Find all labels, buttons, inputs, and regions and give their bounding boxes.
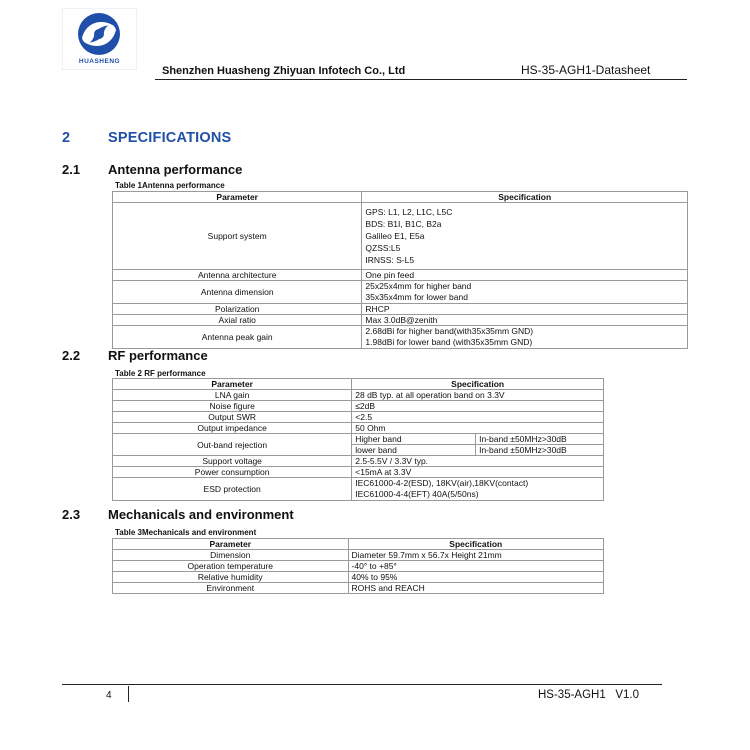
table-row [113,434,604,445]
column-header-parameter: Parameter [113,539,349,550]
table-row [113,304,688,315]
table-caption-mech: Table 3Mechanicals and environment [115,528,257,537]
spec-cell [362,281,688,304]
spec-cell [362,326,688,349]
param-cell: Support system [113,203,362,270]
footer-doc-version: HS-35-AGH1 V1.0 [538,689,639,701]
param-cell: Dimension [113,550,349,561]
spec-cell: RHCP [362,304,688,315]
spec-line: IEC61000-4-2(ESD), 18KV(air),18KV(contact) [355,478,529,488]
table-row [113,572,604,583]
param-cell: Relative humidity [113,572,349,583]
band-value-cell: In-band ±50MHz>30dB [476,445,604,456]
spec-cell: ROHS and REACH [348,583,603,594]
spec-line: IRNSS: S-L5 [365,255,415,265]
spec-cell: 40% to 95% [348,572,603,583]
subsection-number: 2.2 [62,348,81,363]
spec-line: 35x35x4mm for lower band [365,292,468,302]
subsection-number: 2.1 [62,162,81,177]
spec-line: IEC61000-4-4(EFT) 40A(5/50ns) [355,489,479,499]
table-row [113,326,688,349]
column-header-parameter: Parameter [113,192,362,203]
param-cell: Axial ratio [113,315,362,326]
spec-cell: Diameter 59.7mm x 56.7x Height 21mm [348,550,603,561]
spec-cell: Max 3.0dB@zenith [362,315,688,326]
band-value-cell: In-band ±50MHz>30dB [476,434,604,445]
param-cell: Noise figure [113,401,352,412]
table-row [113,550,604,561]
subsection-number: 2.3 [62,507,81,522]
subsection-title: RF performance [108,348,208,363]
table-header-row [113,539,604,550]
spec-line: GPS: L1, L2, L1C, L5C [365,207,453,217]
param-cell: Output impedance [113,423,352,434]
table-row [113,423,604,434]
param-cell: Polarization [113,304,362,315]
section-title: SPECIFICATIONS [108,130,232,146]
spec-cell [362,203,688,270]
table-row [113,401,604,412]
column-header-specification: Specification [362,192,688,203]
column-header-specification: Specification [352,379,604,390]
header-doc-title: HS-35-AGH1-Datasheet [521,63,651,77]
column-header-specification: Specification [348,539,603,550]
band-label-cell: Higher band [352,434,476,445]
subsection-title: Antenna performance [108,162,243,177]
column-header-parameter: Parameter [113,379,352,390]
spec-cell [352,478,604,501]
header-company: Shenzhen Huasheng Zhiyuan Infotech Co., Ltd [162,65,406,77]
spec-line: QZSS:L5 [365,243,401,253]
section-number: 2 [62,130,71,146]
table-row [113,583,604,594]
table-row [113,412,604,423]
table-row [113,561,604,572]
table-row [113,203,688,270]
spec-line: 25x25x4mm for higher band [365,281,472,291]
param-cell: Support voltage [113,456,352,467]
footer-divider [128,686,129,702]
table-row [113,456,604,467]
page-number: 4 [106,690,112,701]
table-row [113,281,688,304]
spec-cell: 28 dB typ. at all operation band on 3.3V [352,390,604,401]
subsection-heading-mech [62,507,294,522]
spec-line: 1.98dBi for lower band (with35x35mm GND) [365,337,533,347]
table-row [113,315,688,326]
spec-cell: <2.5 [352,412,604,423]
param-cell: Antenna architecture [113,270,362,281]
mechanicals-table [112,538,604,594]
spec-line: Galileo E1, E5a [365,231,425,241]
param-cell: Power consumption [113,467,352,478]
antenna-performance-table [112,191,688,349]
param-cell: Antenna dimension [113,281,362,304]
table-row [113,270,688,281]
param-cell: Output SWR [113,412,352,423]
param-cell: Antenna peak gain [113,326,362,349]
table-row [113,467,604,478]
table-header-row [113,379,604,390]
spec-cell: <15mA at 3.3V [352,467,604,478]
table-header-row [113,192,688,203]
table-caption-antenna: Table 1Antenna performance [115,181,225,190]
spec-line: 2.68dBi for higher band(with35x35mm GND) [365,326,534,336]
band-label-cell: lower band [352,445,476,456]
header-rule [155,79,687,80]
section-heading [62,130,231,146]
param-cell: Environment [113,583,349,594]
spec-cell: ≤2dB [352,401,604,412]
subsection-heading-rf [62,348,208,363]
spec-cell: 50 Ohm [352,423,604,434]
table-row [113,390,604,401]
spec-line: BDS: B1I, B1C, B2a [365,219,442,229]
subsection-title: Mechanicals and environment [108,507,294,522]
subsection-heading-antenna [62,162,242,177]
logo-text: HUASHENG [78,58,121,65]
table-row [113,478,604,501]
param-cell: ESD protection [113,478,352,501]
spec-cell: 2.5-5.5V / 3.3V typ. [352,456,604,467]
param-cell: LNA gain [113,390,352,401]
param-cell: Operation temperature [113,561,349,572]
spec-cell: -40° to +85° [348,561,603,572]
rf-performance-table [112,378,604,501]
spec-cell: One pin feed [362,270,688,281]
param-cell: Out-band rejection [113,434,352,456]
table-caption-rf: Table 2 RF performance [115,369,206,378]
footer-rule [62,684,662,685]
